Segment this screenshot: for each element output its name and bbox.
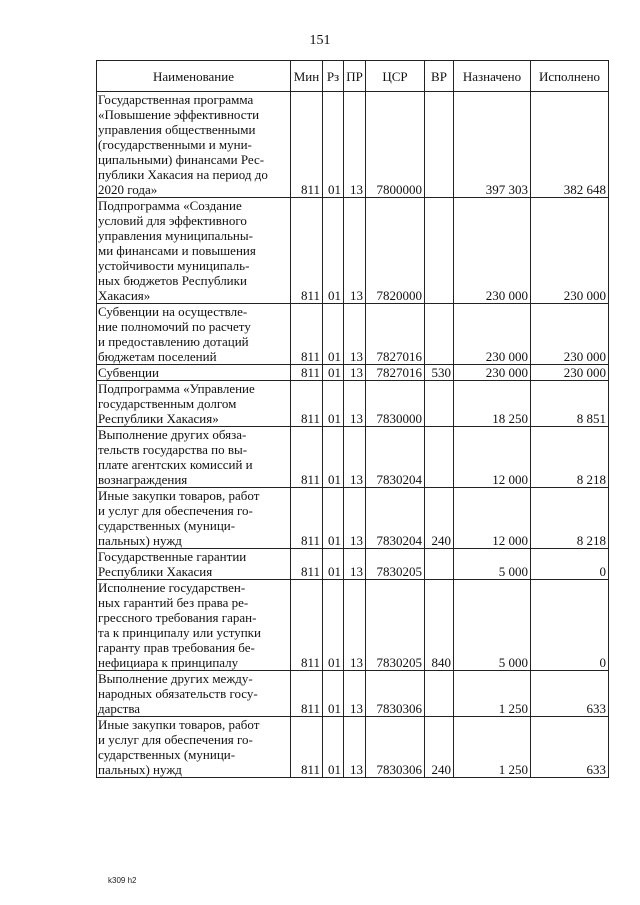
cell-executed: 8 218 [531, 427, 609, 488]
cell-name-line: та к принципалу или уступки [98, 625, 261, 640]
cell-name-line: пальных) нужд [98, 762, 182, 777]
cell-name-line: Хакасия» [98, 288, 151, 303]
cell-name [97, 92, 291, 198]
cell-vr [425, 671, 454, 717]
cell-min: 811 [291, 488, 323, 549]
cell-name-line: ных гарантий без права ре- [98, 595, 249, 610]
cell-rz: 01 [323, 488, 344, 549]
budget-table-container [96, 60, 609, 778]
cell-min: 811 [291, 549, 323, 580]
cell-name [97, 381, 291, 427]
table-row [97, 427, 609, 488]
cell-name [97, 717, 291, 778]
table-row [97, 365, 609, 381]
cell-pr: 13 [344, 198, 366, 304]
cell-assigned: 12 000 [454, 488, 531, 549]
cell-name-line: нефициара к принципалу [98, 655, 239, 670]
cell-pr: 13 [344, 671, 366, 717]
cell-name-line: ми финансами и повышения [98, 243, 256, 258]
cell-name-line: плате агентских комиссий и [98, 457, 253, 472]
header-rz: Рз [323, 61, 344, 92]
cell-rz: 01 [323, 198, 344, 304]
cell-min: 811 [291, 198, 323, 304]
header-row [97, 61, 609, 92]
cell-name-line: сударственных (муници- [98, 747, 236, 762]
cell-csr: 7830204 [366, 427, 425, 488]
cell-vr [425, 198, 454, 304]
cell-assigned: 5 000 [454, 549, 531, 580]
cell-executed: 230 000 [531, 198, 609, 304]
cell-name-line: Субвенции на осуществле- [98, 304, 248, 319]
cell-csr: 7827016 [366, 365, 425, 381]
cell-csr: 7830306 [366, 671, 425, 717]
cell-name-line: ных бюджетов Республики [98, 273, 247, 288]
cell-rz: 01 [323, 717, 344, 778]
cell-name-line: ние полномочий по расчету [98, 319, 251, 334]
cell-name-line: Подпрограмма «Создание [98, 198, 242, 213]
cell-vr [425, 549, 454, 580]
cell-rz: 01 [323, 92, 344, 198]
cell-name-line: Республики Хакасия» [98, 411, 219, 426]
header-vr: ВР [425, 61, 454, 92]
cell-csr: 7800000 [366, 92, 425, 198]
cell-executed: 633 [531, 671, 609, 717]
cell-name [97, 365, 291, 381]
budget-table [96, 60, 609, 778]
cell-name-line: Государственная программа [98, 92, 254, 107]
cell-name-line: грессного требования гаран- [98, 610, 257, 625]
cell-assigned: 397 303 [454, 92, 531, 198]
cell-name-line: публики Хакасия на период до [98, 167, 268, 182]
table-row [97, 488, 609, 549]
header-min: Мин [291, 61, 323, 92]
cell-name-line: Иные закупки товаров, работ [98, 717, 260, 732]
table-row [97, 580, 609, 671]
cell-rz: 01 [323, 365, 344, 381]
cell-vr [425, 427, 454, 488]
table-row [97, 92, 609, 198]
header-name: Наименование [97, 61, 291, 92]
cell-vr [425, 92, 454, 198]
table-row [97, 549, 609, 580]
cell-vr: 840 [425, 580, 454, 671]
cell-csr: 7830306 [366, 717, 425, 778]
cell-executed: 0 [531, 580, 609, 671]
cell-name [97, 580, 291, 671]
cell-executed: 8 851 [531, 381, 609, 427]
cell-pr: 13 [344, 580, 366, 671]
cell-name-line: ципальными) финансами Рес- [98, 152, 265, 167]
cell-rz: 01 [323, 427, 344, 488]
cell-name-line: Выполнение других между- [98, 671, 253, 686]
cell-vr [425, 381, 454, 427]
cell-min: 811 [291, 671, 323, 717]
cell-csr: 7827016 [366, 304, 425, 365]
cell-name-line: гаранту прав требования бе- [98, 640, 255, 655]
cell-name-line: устойчивости муниципаль- [98, 258, 250, 273]
cell-pr: 13 [344, 365, 366, 381]
cell-csr: 7830204 [366, 488, 425, 549]
cell-csr: 7830000 [366, 381, 425, 427]
cell-rz: 01 [323, 580, 344, 671]
cell-csr: 7830205 [366, 580, 425, 671]
cell-executed: 8 218 [531, 488, 609, 549]
cell-pr: 13 [344, 92, 366, 198]
cell-name-line: Выполнение других обяза- [98, 427, 247, 442]
cell-name [97, 427, 291, 488]
table-row [97, 717, 609, 778]
cell-pr: 13 [344, 717, 366, 778]
table-row [97, 304, 609, 365]
cell-min: 811 [291, 304, 323, 365]
cell-name [97, 671, 291, 717]
cell-name-line: вознаграждения [98, 472, 188, 487]
cell-min: 811 [291, 365, 323, 381]
cell-assigned: 1 250 [454, 717, 531, 778]
cell-min: 811 [291, 717, 323, 778]
footer-code: k309 h2 [108, 876, 137, 885]
header-pr: ПР [344, 61, 366, 92]
cell-rz: 01 [323, 381, 344, 427]
cell-name [97, 488, 291, 549]
cell-name-line: и услуг для обеспечения го- [98, 732, 253, 747]
cell-executed: 230 000 [531, 365, 609, 381]
cell-vr: 240 [425, 488, 454, 549]
cell-pr: 13 [344, 427, 366, 488]
cell-name-line: дарства [98, 701, 141, 716]
cell-min: 811 [291, 427, 323, 488]
cell-name [97, 304, 291, 365]
table-row [97, 381, 609, 427]
cell-name-line: управления общественными [98, 122, 256, 137]
cell-name-line: Республики Хакасия [98, 564, 213, 579]
cell-min: 811 [291, 92, 323, 198]
table-row [97, 198, 609, 304]
cell-executed: 230 000 [531, 304, 609, 365]
cell-csr: 7830205 [366, 549, 425, 580]
cell-rz: 01 [323, 304, 344, 365]
cell-assigned: 230 000 [454, 304, 531, 365]
table-row [97, 671, 609, 717]
cell-name-line: Иные закупки товаров, работ [98, 488, 260, 503]
cell-name-line: условий для эффективного [98, 213, 247, 228]
cell-executed: 633 [531, 717, 609, 778]
cell-name-line: и предоставлению дотаций [98, 334, 249, 349]
header-executed: Исполнено [531, 61, 609, 92]
table-body [97, 92, 609, 778]
cell-vr: 530 [425, 365, 454, 381]
cell-rz: 01 [323, 549, 344, 580]
cell-name-line: 2020 года» [98, 182, 158, 197]
cell-pr: 13 [344, 381, 366, 427]
cell-assigned: 230 000 [454, 198, 531, 304]
cell-vr: 240 [425, 717, 454, 778]
cell-name-line: государственным долгом [98, 396, 237, 411]
cell-min: 811 [291, 580, 323, 671]
cell-assigned: 230 000 [454, 365, 531, 381]
cell-name [97, 198, 291, 304]
cell-assigned: 18 250 [454, 381, 531, 427]
cell-assigned: 12 000 [454, 427, 531, 488]
cell-name-line: Исполнение государствен- [98, 580, 246, 595]
cell-pr: 13 [344, 488, 366, 549]
cell-name-line: (государственными и муни- [98, 137, 252, 152]
cell-executed: 382 648 [531, 92, 609, 198]
cell-assigned: 1 250 [454, 671, 531, 717]
cell-executed: 0 [531, 549, 609, 580]
cell-assigned: 5 000 [454, 580, 531, 671]
cell-name-line: Подпрограмма «Управление [98, 381, 255, 396]
header-csr: ЦСР [366, 61, 425, 92]
cell-name-line: «Повышение эффективности [98, 107, 260, 122]
cell-csr: 7820000 [366, 198, 425, 304]
cell-rz: 01 [323, 671, 344, 717]
cell-name-line: сударственных (муници- [98, 518, 236, 533]
cell-name-line: пальных) нужд [98, 533, 182, 548]
cell-name-line: народных обязательств госу- [98, 686, 258, 701]
cell-pr: 13 [344, 304, 366, 365]
cell-name-line: тельств государства по вы- [98, 442, 248, 457]
cell-vr [425, 304, 454, 365]
cell-pr: 13 [344, 549, 366, 580]
cell-min: 811 [291, 381, 323, 427]
cell-name-line: и услуг для обеспечения го- [98, 503, 253, 518]
cell-name-line: управления муниципальны- [98, 228, 253, 243]
cell-name-line: Субвенции [98, 365, 159, 380]
cell-name-line: бюджетам поселений [98, 349, 217, 364]
cell-name-line: Государственные гарантии [98, 549, 247, 564]
header-assigned: Назначено [454, 61, 531, 92]
page-number: 151 [309, 33, 331, 48]
cell-name [97, 549, 291, 580]
